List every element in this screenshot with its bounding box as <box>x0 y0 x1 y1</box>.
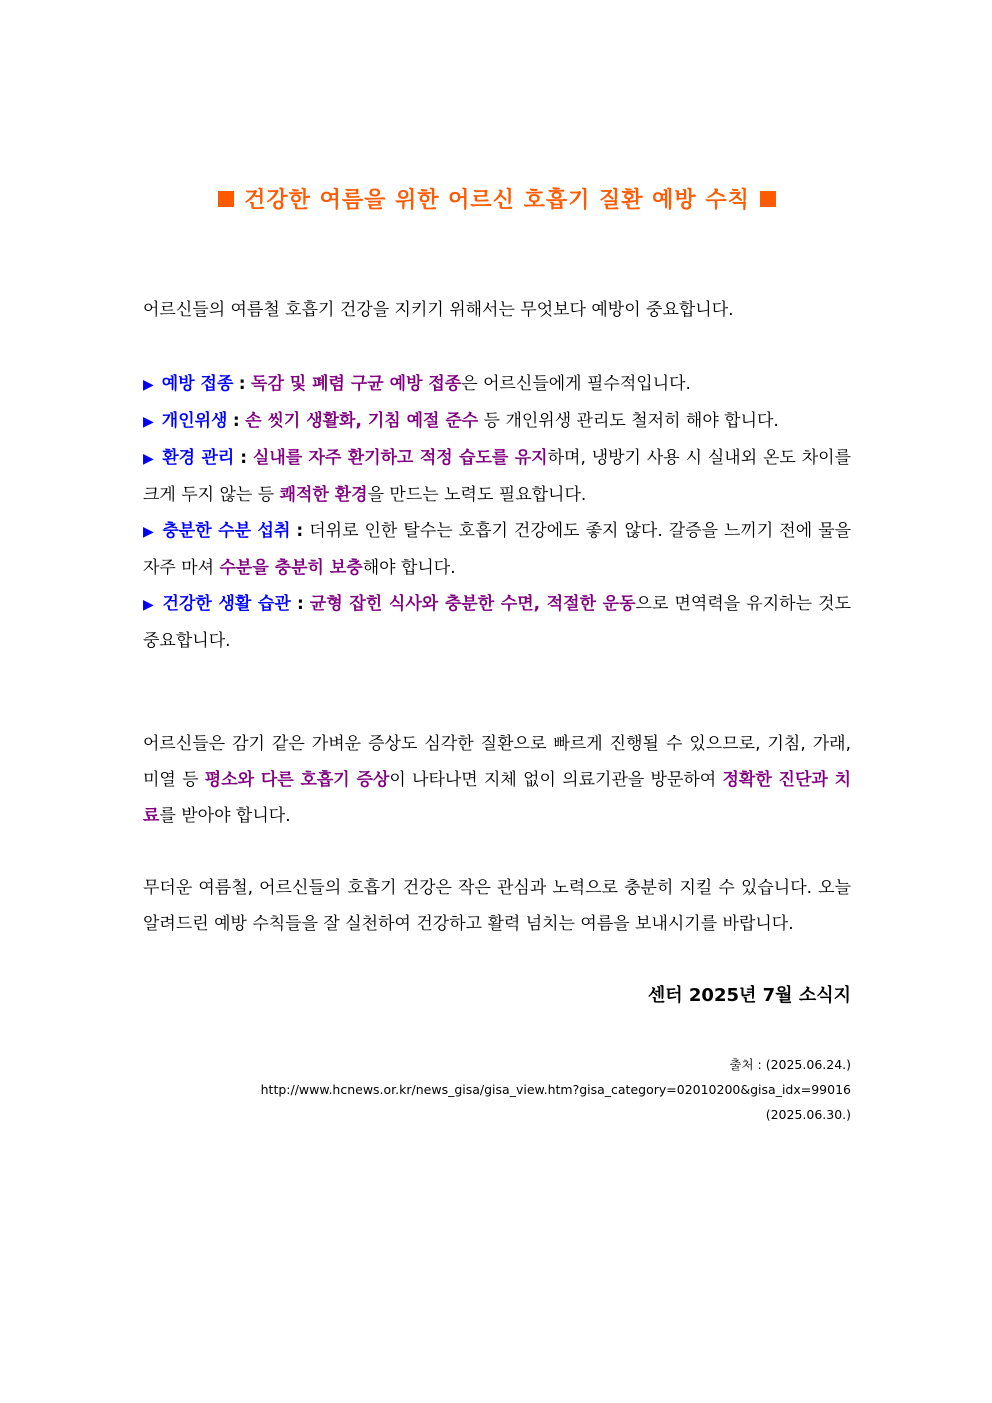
square-bullet-icon <box>218 191 234 207</box>
bullet-keyword: 예방 접종 <box>161 374 234 394</box>
body-text: 더위로 인한 탈수는 호흡기 건강에도 좋지 않다. 갈증을 느끼기 전에 물을 자주 마셔 <box>143 521 851 578</box>
highlight-text: 손 씻기 생활화, 기침 예절 준수 <box>245 411 479 431</box>
body-text: 어르신들은 감기 같은 가벼운 증상도 심각한 질환으로 빠르게 진행될 수 있으므로, 기침, 가래, 미열 등 <box>143 734 851 790</box>
highlight-text: 쾌적한 환경 <box>279 485 368 505</box>
prevention-list <box>143 366 851 659</box>
body-text: 을 만드는 노력도 필요합니다. <box>367 485 587 505</box>
colon: : <box>296 594 304 614</box>
body-text: 해야 합니다. <box>362 558 456 578</box>
highlight-text: 독감 및 폐렴 구균 예방 접종 <box>251 374 462 394</box>
triangle-right-icon: ▶ <box>143 597 155 613</box>
body-text: 이 나타나면 지체 없이 의료기관을 방문하여 <box>389 770 723 790</box>
document-title <box>143 183 851 214</box>
list-item <box>143 440 851 513</box>
source-url: http://www.hcnews.or.kr/news_gisa/gisa_view.htm?gisa_category=02010200&gisa_idx=99016 <box>260 1082 851 1097</box>
closing-paragraph: 무더운 여름철, 어르신들의 호흡기 건강은 작은 관심과 노력으로 충분히 지킬 수 있습니다. 오늘 알려드린 예방 수칙들을 잘 실천하여 건강하고 활력 넘치는 여름을 보내시기를 바랍니다. <box>143 878 851 934</box>
body-text: 를 받아야 합니다. <box>159 806 291 826</box>
list-item <box>143 366 851 403</box>
access-date: (2025.06.30.) <box>765 1107 851 1122</box>
list-item <box>143 586 851 659</box>
square-bullet-icon <box>760 191 776 207</box>
body-text: 으로 면역력을 유지하는 것도 중요합니다. <box>143 594 852 651</box>
highlight-text: 정확한 진단과 치료 <box>143 770 851 826</box>
source-citation <box>143 1052 851 1127</box>
body-text: 은 어르신들에게 필수적입니다. <box>461 374 691 394</box>
bullet-keyword: 충분한 수분 섭취 <box>162 521 291 541</box>
colon: : <box>240 448 248 468</box>
colon: : <box>296 521 304 541</box>
triangle-right-icon: ▶ <box>143 377 154 393</box>
list-item <box>143 513 851 586</box>
bullet-keyword: 개인위생 <box>161 411 228 431</box>
highlight-text: 평소와 다른 호흡기 증상 <box>204 770 390 790</box>
warning-paragraph <box>143 726 851 834</box>
highlight-text: 균형 잡힌 식사와 충분한 수면, 적절한 운동 <box>309 594 636 614</box>
title-text: 건강한 여름을 위한 어르신 호흡기 질환 예방 수칙 <box>244 188 750 213</box>
bullet-keyword: 환경 관리 <box>162 448 235 468</box>
colon: : <box>232 411 240 431</box>
bullet-keyword: 건강한 생활 습관 <box>162 594 291 614</box>
body-text: 하며, 냉방기 사용 시 실내외 온도 차이를 크게 두지 않는 등 <box>143 448 851 505</box>
body-text: 등 개인위생 관리도 철저히 해야 합니다. <box>478 411 779 431</box>
newsletter-signature: 센터 2025년 7월 소식지 <box>647 985 851 1006</box>
intro-paragraph: 어르신들의 여름철 호흡기 건강을 지키기 위해서는 무엇보다 예방이 중요합니다. <box>143 300 734 320</box>
triangle-right-icon: ▶ <box>143 524 155 540</box>
colon: : <box>238 374 246 394</box>
triangle-right-icon: ▶ <box>143 414 154 430</box>
list-item <box>143 403 851 440</box>
highlight-text: 수분을 충분히 보충 <box>219 558 363 578</box>
source-date: 출처 : (2025.06.24.) <box>729 1057 851 1072</box>
triangle-right-icon: ▶ <box>143 451 155 467</box>
highlight-text: 실내를 자주 환기하고 적정 습도를 유지 <box>252 448 548 468</box>
